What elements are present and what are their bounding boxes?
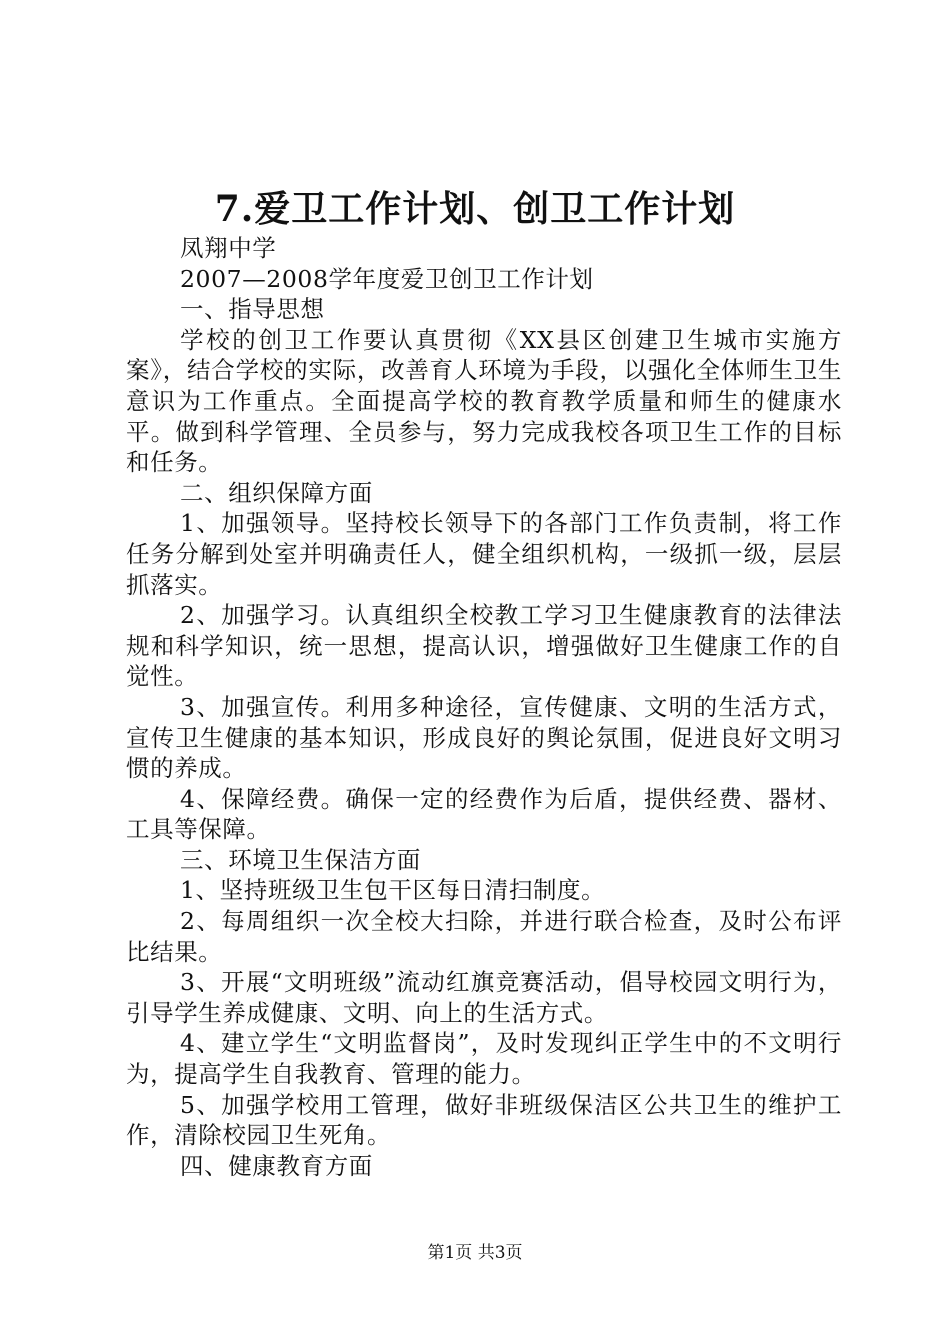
paragraph: 3、开展“文明班级”流动红旗竞赛活动，倡导校园文明行为，引导学生养成健康、文明、向上的生活方式。	[126, 968, 842, 1027]
paragraph-school-name: 凤翔中学	[180, 234, 277, 262]
paragraph: 3、加强宣传。利用多种途径，宣传健康、文明的生活方式，宣传卫生健康的基本知识，形成良好的舆论氛围，促进良好文明习惯的养成。	[126, 692, 842, 783]
paragraph: 2、加强学习。认真组织全校教工学习卫生健康教育的法律法规和科学知识，统一思想，提高认识，增强做好卫生健康工作的自觉性。	[126, 601, 842, 691]
page-number-footer: 第1页 共3页	[427, 1243, 523, 1263]
section-heading-1: 一、指导思想	[180, 295, 325, 324]
paragraph: 1、加强领导。坚持校长领导下的各部门工作负责制，将工作任务分解到处室并明确责任人，健全组织机构，一级抓一级，层层抓落实。	[126, 509, 842, 599]
paragraph: 4、建立学生“文明监督岗”，及时发现纠正学生中的不文明行为，提高学生自我教育、管理的能力。	[126, 1029, 842, 1089]
document-title: 7.爱卫工作计划、创卫工作计划	[214, 188, 736, 230]
paragraph: 4、保障经费。确保一定的经费作为后盾，提供经费、器材、工具等保障。	[126, 784, 842, 844]
paragraph-plan-name: 2007—2008学年度爱卫创卫工作计划	[180, 264, 594, 293]
paragraph: 学校的创卫工作要认真贯彻《XX县区创建卫生城市实施方案》，结合学校的实际，改善育人环境为手段，以强化全体师生卫生意识为工作重点。全面提高学校的教育教学质量和师生的健康水平。做到科学管理、全员参与，努力完成我校各项卫生工作的目标和任务。	[126, 325, 842, 477]
paragraph: 5、加强学校用工管理，做好非班级保洁区公共卫生的维护工作，清除校园卫生死角。	[126, 1090, 842, 1150]
document-body	[126, 233, 842, 1181]
section-heading-4: 四、健康教育方面	[180, 1151, 373, 1180]
paragraph: 2、每周组织一次全校大扫除，并进行联合检查，及时公布评比结果。	[126, 907, 842, 966]
section-heading-3: 三、环境卫生保洁方面	[180, 845, 421, 874]
section-heading-2: 二、组织保障方面	[180, 478, 373, 507]
paragraph: 1、坚持班级卫生包干区每日清扫制度。	[180, 876, 606, 905]
